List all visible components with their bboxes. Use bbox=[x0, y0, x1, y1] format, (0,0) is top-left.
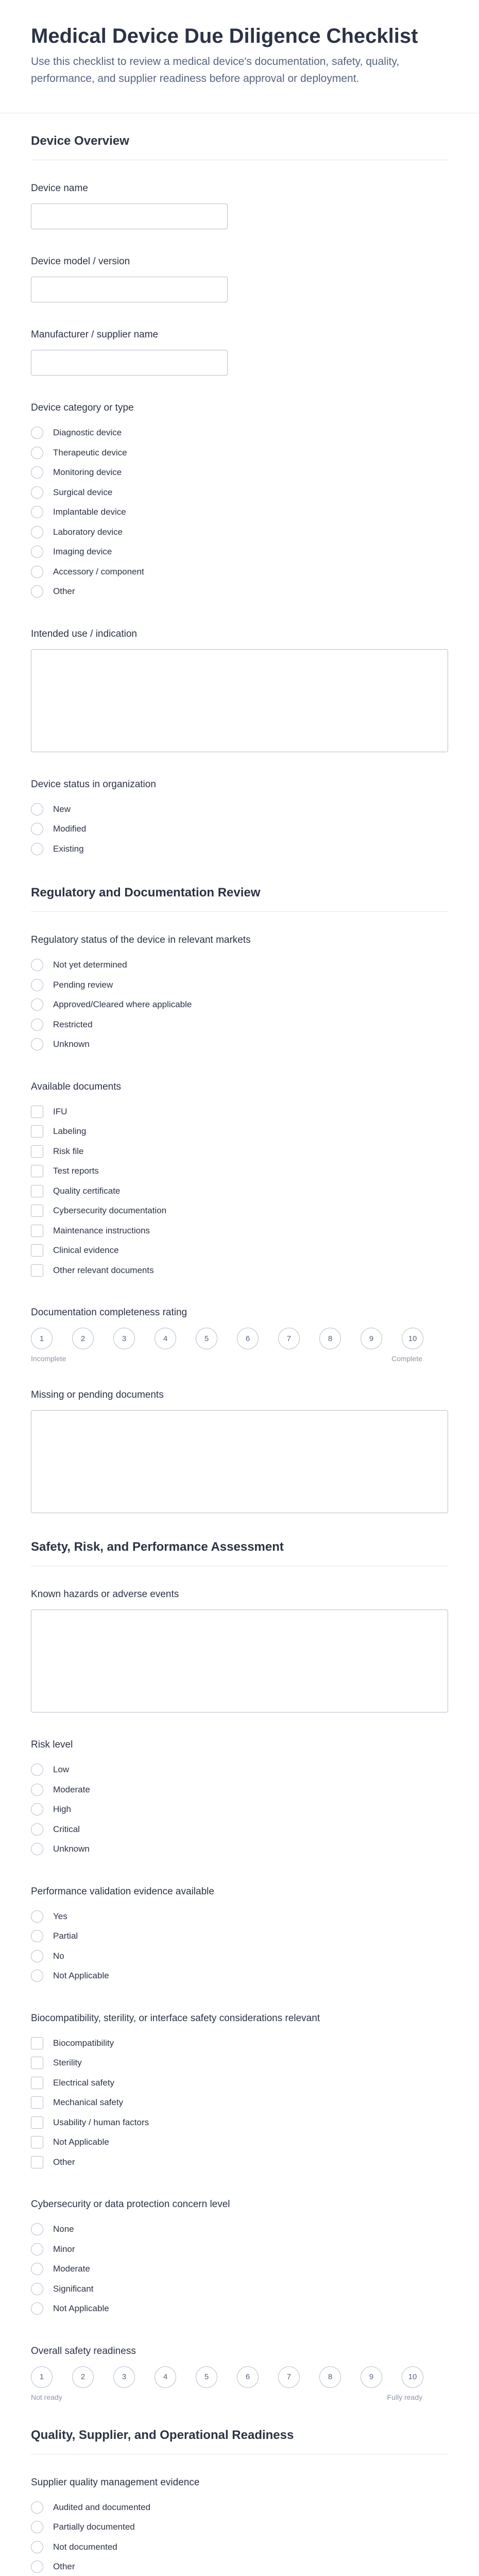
checkbox[interactable] bbox=[31, 1106, 43, 1118]
option-label: Laboratory device bbox=[53, 527, 123, 537]
scale-low-label: Not ready bbox=[31, 2393, 62, 2401]
radio-button[interactable] bbox=[31, 427, 43, 439]
radio-option[interactable] bbox=[31, 1820, 448, 1840]
option-label: Partial bbox=[53, 1931, 78, 1941]
performance-options bbox=[31, 1907, 448, 1986]
question-label: Risk level bbox=[31, 1739, 73, 1750]
checkbox-option[interactable] bbox=[31, 1122, 448, 1142]
option-label: Mechanical safety bbox=[53, 2097, 124, 2108]
radio-button[interactable] bbox=[31, 2263, 43, 2275]
checkbox-option[interactable] bbox=[31, 1201, 448, 1221]
checkbox[interactable] bbox=[31, 2096, 43, 2109]
option-label: Not documented bbox=[53, 2541, 117, 2552]
known-hazards-textarea[interactable] bbox=[31, 1609, 448, 1713]
scale-labels bbox=[31, 1354, 422, 1363]
radio-button[interactable] bbox=[31, 1019, 43, 1031]
question-label: Overall safety readiness bbox=[31, 2345, 136, 2357]
checkbox-option[interactable] bbox=[31, 2033, 448, 2054]
radio-button[interactable] bbox=[31, 1930, 43, 1942]
radio-option[interactable] bbox=[31, 819, 448, 839]
radio-option[interactable] bbox=[31, 2537, 448, 2557]
radio-button[interactable] bbox=[31, 546, 43, 558]
checkbox-option[interactable] bbox=[31, 2153, 448, 2173]
option-label: Accessory / component bbox=[53, 566, 144, 577]
scale-option[interactable]: 4 bbox=[155, 1328, 176, 1349]
scale-option[interactable]: 9 bbox=[361, 2366, 382, 2388]
scale-option[interactable]: 10 bbox=[402, 2366, 423, 2388]
checkbox[interactable] bbox=[31, 2136, 43, 2148]
question-device-status bbox=[31, 779, 448, 859]
option-label: Not Applicable bbox=[53, 1971, 109, 1981]
radio-option[interactable] bbox=[31, 522, 448, 543]
radio-option[interactable] bbox=[31, 423, 448, 443]
scale-labels bbox=[31, 2393, 422, 2401]
option-label: New bbox=[53, 804, 71, 814]
scale-high-label: Fully ready bbox=[387, 2393, 422, 2401]
radio-button[interactable] bbox=[31, 998, 43, 1011]
option-label: None bbox=[53, 2224, 74, 2234]
radio-option[interactable] bbox=[31, 2498, 448, 2518]
checkbox-option[interactable] bbox=[31, 1142, 448, 1162]
scale-option[interactable]: 1 bbox=[31, 1328, 53, 1349]
option-label: Cybersecurity documentation bbox=[53, 1206, 167, 1216]
question-label: Intended use / indication bbox=[31, 628, 137, 639]
question-device-model bbox=[31, 256, 448, 302]
radio-button[interactable] bbox=[31, 1784, 43, 1796]
question-regulatory-status bbox=[31, 935, 448, 1055]
checkbox-option[interactable] bbox=[31, 2053, 448, 2073]
radio-option[interactable] bbox=[31, 995, 448, 1015]
section-title: Device Overview bbox=[31, 134, 448, 160]
scale-option[interactable]: 6 bbox=[237, 2366, 259, 2388]
option-label: Other relevant documents bbox=[53, 1265, 154, 1275]
radio-option[interactable] bbox=[31, 463, 448, 483]
checkbox[interactable] bbox=[31, 1185, 43, 1197]
radio-button[interactable] bbox=[31, 585, 43, 598]
radio-button[interactable] bbox=[31, 2223, 43, 2235]
option-label: Moderate bbox=[53, 1784, 90, 1794]
question-intended-use bbox=[31, 629, 448, 752]
category-options bbox=[31, 423, 448, 602]
device-name-input[interactable] bbox=[31, 204, 228, 229]
radio-button[interactable] bbox=[31, 526, 43, 538]
radio-option[interactable] bbox=[31, 975, 448, 995]
radio-button[interactable] bbox=[31, 566, 43, 578]
question-label: Regulatory status of the device in relevant markets bbox=[31, 935, 251, 945]
scale-option[interactable]: 3 bbox=[113, 2366, 135, 2388]
radio-option[interactable] bbox=[31, 502, 448, 522]
radio-button[interactable] bbox=[31, 1038, 43, 1050]
radio-option[interactable] bbox=[31, 2219, 448, 2240]
question-documentation-rating bbox=[31, 1307, 448, 1363]
question-label: Available documents bbox=[31, 1081, 121, 1092]
form-description: Use this checklist to review a medical device's documentation, safety, quality, performance, and supplier readiness before approval or deployment. bbox=[31, 56, 400, 84]
option-label: Maintenance instructions bbox=[53, 1225, 150, 1235]
regulatory-status-options bbox=[31, 955, 448, 1055]
checkbox[interactable] bbox=[31, 1244, 43, 1257]
section-title: Quality, Supplier, and Operational Readiness bbox=[31, 2428, 448, 2454]
scale-option[interactable]: 5 bbox=[196, 2366, 217, 2388]
option-label: Other bbox=[53, 586, 75, 597]
section-quality bbox=[31, 2428, 448, 2576]
question-label: Performance validation evidence available bbox=[31, 1886, 214, 1897]
radio-button[interactable] bbox=[31, 2302, 43, 2315]
scale-option[interactable]: 9 bbox=[361, 1328, 382, 1349]
question-known-hazards bbox=[31, 1589, 448, 1713]
biocompatibility-options bbox=[31, 2033, 448, 2173]
question-label: Missing or pending documents bbox=[31, 1389, 164, 1400]
safety-readiness-scale bbox=[31, 2366, 448, 2388]
question-cybersecurity bbox=[31, 2199, 448, 2319]
option-label: Partially documented bbox=[53, 2522, 135, 2532]
checkbox[interactable] bbox=[31, 2057, 43, 2069]
radio-option[interactable] bbox=[31, 483, 448, 503]
radio-button[interactable] bbox=[31, 486, 43, 499]
checkbox-option[interactable] bbox=[31, 1261, 448, 1281]
radio-option[interactable] bbox=[31, 800, 448, 820]
radio-button[interactable] bbox=[31, 979, 43, 991]
option-label: Test reports bbox=[53, 1166, 99, 1176]
radio-option[interactable] bbox=[31, 562, 448, 582]
question-label: Manufacturer / supplier name bbox=[31, 329, 159, 340]
scale-option[interactable]: 5 bbox=[196, 1328, 217, 1349]
checkbox[interactable] bbox=[31, 1205, 43, 1217]
question-label: Device name bbox=[31, 183, 88, 194]
question-label: Device model / version bbox=[31, 256, 130, 267]
radio-option[interactable] bbox=[31, 1035, 448, 1055]
option-label: Biocompatibility bbox=[53, 2038, 114, 2048]
option-label: Electrical safety bbox=[53, 2077, 115, 2088]
checkbox-option[interactable] bbox=[31, 1161, 448, 1181]
radio-option[interactable] bbox=[31, 1926, 448, 1946]
supplier-quality-options bbox=[31, 2498, 448, 2576]
option-label: Monitoring device bbox=[53, 467, 122, 478]
checkbox-option[interactable] bbox=[31, 2113, 448, 2133]
option-label: Pending review bbox=[53, 979, 113, 990]
scale-option[interactable]: 7 bbox=[278, 2366, 300, 2388]
radio-button[interactable] bbox=[31, 447, 43, 459]
radio-option[interactable] bbox=[31, 1966, 448, 1986]
option-label: IFU bbox=[53, 1106, 67, 1116]
radio-option[interactable] bbox=[31, 2279, 448, 2299]
scale-high-label: Complete bbox=[391, 1354, 422, 1363]
radio-button[interactable] bbox=[31, 823, 43, 835]
radio-option[interactable] bbox=[31, 2299, 448, 2319]
option-label: Modified bbox=[53, 824, 87, 834]
option-label: Unknown bbox=[53, 1844, 90, 1854]
form-body bbox=[0, 134, 479, 2576]
option-label: Therapeutic device bbox=[53, 447, 127, 457]
checkbox-option[interactable] bbox=[31, 1221, 448, 1241]
scale-option[interactable]: 2 bbox=[72, 1328, 94, 1349]
radio-option[interactable] bbox=[31, 1800, 448, 1820]
question-safety-readiness bbox=[31, 2346, 448, 2401]
question-label: Known hazards or adverse events bbox=[31, 1589, 179, 1600]
radio-option[interactable] bbox=[31, 1946, 448, 1967]
option-label: Clinical evidence bbox=[53, 1245, 119, 1256]
section-title: Regulatory and Documentation Review bbox=[31, 886, 448, 912]
option-label: Low bbox=[53, 1765, 70, 1775]
checkbox[interactable] bbox=[31, 2156, 43, 2168]
option-label: High bbox=[53, 1804, 71, 1815]
option-label: Yes bbox=[53, 1911, 67, 1921]
radio-button[interactable] bbox=[31, 2561, 43, 2573]
question-label: Biocompatibility, sterility, or interface safety considerations relevant bbox=[31, 2012, 320, 2024]
device-model-input[interactable] bbox=[31, 277, 228, 302]
radio-button[interactable] bbox=[31, 1970, 43, 1982]
radio-option[interactable] bbox=[31, 1907, 448, 1927]
checkbox-option[interactable] bbox=[31, 2132, 448, 2153]
radio-button[interactable] bbox=[31, 1803, 43, 1816]
option-label: Approved/Cleared where applicable bbox=[53, 999, 192, 1010]
checkbox-option[interactable] bbox=[31, 1241, 448, 1261]
checkbox[interactable] bbox=[31, 2116, 43, 2129]
scale-option[interactable]: 6 bbox=[237, 1328, 259, 1349]
checkbox[interactable] bbox=[31, 1225, 43, 1237]
radio-button[interactable] bbox=[31, 1910, 43, 1923]
checkbox[interactable] bbox=[31, 1165, 43, 1177]
checkbox[interactable] bbox=[31, 2077, 43, 2089]
option-label: No bbox=[53, 1951, 64, 1961]
scale-option[interactable]: 2 bbox=[72, 2366, 94, 2388]
status-options bbox=[31, 800, 448, 859]
option-label: Audited and documented bbox=[53, 2502, 151, 2512]
form-title: Medical Device Due Diligence Checklist bbox=[31, 25, 418, 47]
radio-button[interactable] bbox=[31, 506, 43, 518]
radio-option[interactable] bbox=[31, 2517, 448, 2537]
option-label: Imaging device bbox=[53, 547, 112, 557]
manufacturer-input[interactable] bbox=[31, 350, 228, 376]
section-device-overview bbox=[31, 134, 448, 859]
radio-button[interactable] bbox=[31, 1843, 43, 1855]
radio-option[interactable] bbox=[31, 582, 448, 602]
scale-option[interactable]: 8 bbox=[319, 2366, 341, 2388]
radio-button[interactable] bbox=[31, 466, 43, 479]
radio-button[interactable] bbox=[31, 2243, 43, 2256]
option-label: Quality certificate bbox=[53, 1185, 121, 1196]
scale-option[interactable]: 10 bbox=[402, 1328, 423, 1349]
scale-low-label: Incomplete bbox=[31, 1354, 66, 1363]
radio-option[interactable] bbox=[31, 1760, 448, 1780]
question-label: Supplier quality management evidence bbox=[31, 2477, 200, 2488]
question-label: Documentation completeness rating bbox=[31, 1307, 187, 1318]
option-label: Other bbox=[53, 2562, 75, 2572]
option-label: Labeling bbox=[53, 1126, 87, 1137]
intended-use-textarea[interactable] bbox=[31, 649, 448, 752]
option-label: Usability / human factors bbox=[53, 2117, 149, 2127]
radio-button[interactable] bbox=[31, 803, 43, 816]
radio-button[interactable] bbox=[31, 959, 43, 971]
radio-option[interactable] bbox=[31, 955, 448, 975]
radio-button[interactable] bbox=[31, 2283, 43, 2295]
radio-option[interactable] bbox=[31, 542, 448, 562]
question-label: Device category or type bbox=[31, 402, 134, 413]
radio-button[interactable] bbox=[31, 2501, 43, 2514]
option-label: Minor bbox=[53, 2244, 75, 2254]
option-label: Critical bbox=[53, 1824, 80, 1834]
cybersecurity-options bbox=[31, 2219, 448, 2319]
option-label: Sterility bbox=[53, 2058, 82, 2068]
radio-button[interactable] bbox=[31, 2521, 43, 2533]
option-label: Not yet determined bbox=[53, 960, 127, 970]
radio-option[interactable] bbox=[31, 2240, 448, 2260]
scale-option[interactable]: 4 bbox=[155, 2366, 176, 2388]
option-label: Other bbox=[53, 2157, 75, 2167]
radio-option[interactable] bbox=[31, 2557, 448, 2576]
checkbox-option[interactable] bbox=[31, 1102, 448, 1122]
missing-documents-textarea[interactable] bbox=[31, 1410, 448, 1513]
checkbox[interactable] bbox=[31, 1264, 43, 1277]
option-label: Risk file bbox=[53, 1146, 84, 1156]
question-risk-level bbox=[31, 1739, 448, 1859]
checkbox[interactable] bbox=[31, 1125, 43, 1138]
checkbox[interactable] bbox=[31, 2037, 43, 2049]
radio-option[interactable] bbox=[31, 443, 448, 463]
option-label: Significant bbox=[53, 2283, 94, 2294]
radio-option[interactable] bbox=[31, 1839, 448, 1859]
question-label: Cybersecurity or data protection concern level bbox=[31, 2199, 230, 2210]
option-label: Surgical device bbox=[53, 487, 113, 497]
checkbox-option[interactable] bbox=[31, 1181, 448, 1201]
question-supplier-quality bbox=[31, 2477, 448, 2576]
radio-button[interactable] bbox=[31, 1823, 43, 1836]
question-label: Device status in organization bbox=[31, 778, 156, 790]
documentation-rating-scale bbox=[31, 1328, 448, 1349]
question-device-category bbox=[31, 402, 448, 602]
checkbox-option[interactable] bbox=[31, 2073, 448, 2093]
radio-button[interactable] bbox=[31, 843, 43, 855]
scale-option[interactable]: 8 bbox=[319, 1328, 341, 1349]
section-title: Safety, Risk, and Performance Assessment bbox=[31, 1540, 448, 1566]
radio-button[interactable] bbox=[31, 2541, 43, 2553]
option-label: Unknown bbox=[53, 1039, 90, 1049]
radio-button[interactable] bbox=[31, 1950, 43, 1962]
question-manufacturer bbox=[31, 329, 448, 376]
option-label: Moderate bbox=[53, 2264, 90, 2274]
checkbox[interactable] bbox=[31, 1145, 43, 1158]
documents-options bbox=[31, 1102, 448, 1281]
question-available-documents bbox=[31, 1081, 448, 1281]
section-safety bbox=[31, 1540, 448, 2401]
option-label: Existing bbox=[53, 843, 84, 854]
scale-option[interactable]: 3 bbox=[113, 1328, 135, 1349]
question-biocompatibility bbox=[31, 2013, 448, 2173]
question-performance-validation bbox=[31, 1886, 448, 1986]
radio-option[interactable] bbox=[31, 1015, 448, 1035]
scale-option[interactable]: 7 bbox=[278, 1328, 300, 1349]
question-missing-documents bbox=[31, 1389, 448, 1513]
question-device-name bbox=[31, 183, 448, 229]
radio-button[interactable] bbox=[31, 1764, 43, 1776]
option-label: Implantable device bbox=[53, 507, 126, 517]
radio-option[interactable] bbox=[31, 2259, 448, 2279]
form-header bbox=[0, 0, 479, 113]
checkbox-option[interactable] bbox=[31, 2093, 448, 2113]
option-label: Not Applicable bbox=[53, 2303, 109, 2314]
option-label: Not Applicable bbox=[53, 2137, 109, 2147]
radio-option[interactable] bbox=[31, 839, 448, 859]
section-regulatory bbox=[31, 886, 448, 1513]
radio-option[interactable] bbox=[31, 1780, 448, 1800]
risk-level-options bbox=[31, 1760, 448, 1859]
option-label: Restricted bbox=[53, 1019, 93, 1029]
option-label: Diagnostic device bbox=[53, 428, 122, 438]
scale-option[interactable]: 1 bbox=[31, 2366, 53, 2388]
